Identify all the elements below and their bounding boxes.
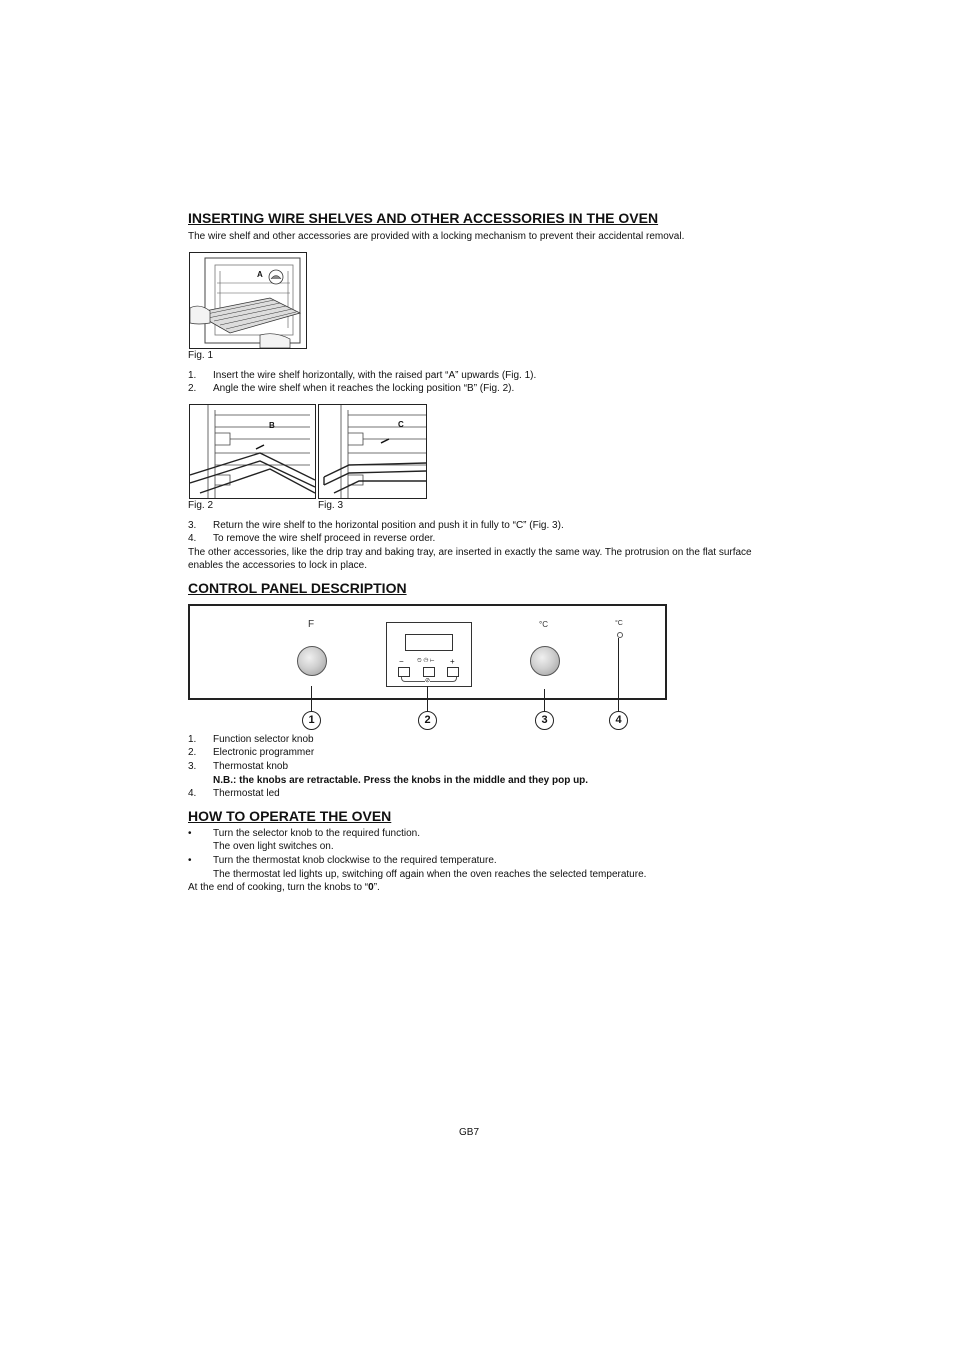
function-selector-knob xyxy=(297,646,327,676)
callout-line-2 xyxy=(427,686,428,712)
accessories-paragraph-line-2: enables the accessories to lock in place. xyxy=(188,560,367,571)
electronic-programmer xyxy=(386,622,472,687)
bullet-item: • Turn the thermostat knob clockwise to the required temperature. xyxy=(188,855,497,866)
callout-line-1 xyxy=(311,686,312,712)
thermostat-knob xyxy=(530,646,560,676)
list-item: 2. Angle the wire shelf when it reaches the locking position “B” (Fig. 2). xyxy=(188,383,515,394)
plus-symbol: + xyxy=(450,657,455,666)
thermostat-symbol: °C xyxy=(539,620,548,629)
function-symbol: F xyxy=(308,619,315,630)
knobs-retractable-note: N.B.: the knobs are retractable. Press the knobs in the middle and they pop up. xyxy=(213,775,589,786)
programmer-display xyxy=(405,634,453,651)
programmer-button-plus xyxy=(447,667,459,677)
callout-1: 1 xyxy=(302,711,321,730)
section-heading-operate-oven: HOW TO OPERATE THE OVEN xyxy=(188,808,392,824)
figure-2-label-b: B xyxy=(269,421,275,430)
figure-1-caption: Fig. 1 xyxy=(188,350,214,361)
figure-3-label-c: C xyxy=(398,420,404,429)
section-intro: The wire shelf and other accessories are provided with a locking mechanism to prevent their accidental removal. xyxy=(188,231,685,242)
list-item: 1. Function selector knob xyxy=(188,734,314,745)
list-item: 2. Electronic programmer xyxy=(188,747,315,758)
figure-3-image xyxy=(318,404,427,499)
programmer-bottom-icon: ⊘ xyxy=(425,678,431,684)
list-item: 1. Insert the wire shelf horizontally, with the raised part “A” upwards (Fig. 1). xyxy=(188,370,537,381)
callout-line-4 xyxy=(618,638,619,712)
list-item: 4. Thermostat led xyxy=(188,788,280,799)
programmer-button-mode xyxy=(423,667,435,677)
led-symbol: °C xyxy=(615,620,623,627)
list-item: 4. To remove the wire shelf proceed in reverse order. xyxy=(188,533,436,544)
callout-4: 4 xyxy=(609,711,628,730)
callout-line-3 xyxy=(544,689,545,712)
bullet-sub-text: The thermostat led lights up, switching off again when the oven reaches the selected temperature. xyxy=(213,869,647,880)
programmer-button-minus xyxy=(398,667,410,677)
list-item: 3. Thermostat knob xyxy=(188,761,289,772)
figure-3-caption: Fig. 3 xyxy=(318,500,344,511)
section-heading-inserting-shelves: INSERTING WIRE SHELVES AND OTHER ACCESSORIES IN THE OVEN xyxy=(188,210,659,226)
callout-3: 3 xyxy=(535,711,554,730)
figure-1-label-a: A xyxy=(257,270,263,279)
figure-1-image xyxy=(189,252,307,349)
programmer-icons: ⏲ ◷ ⊢ xyxy=(417,658,435,664)
section-heading-control-panel: CONTROL PANEL DESCRIPTION xyxy=(188,580,407,596)
bullet-sub-text: The oven light switches on. xyxy=(213,841,334,852)
accessories-paragraph-line-1: The other accessories, like the drip tray and baking tray, are inserted in exactly the same way. The protrusion on the flat surface xyxy=(188,547,752,558)
callout-2: 2 xyxy=(418,711,437,730)
minus-symbol: − xyxy=(399,657,404,666)
end-of-cooking-text: At the end of cooking, turn the knobs to “0”. xyxy=(188,882,380,893)
bullet-item: • Turn the selector knob to the required function. xyxy=(188,828,420,839)
list-item: 3. Return the wire shelf to the horizontal position and push it in fully to “C” (Fig. 3). xyxy=(188,520,564,531)
figure-2-caption: Fig. 2 xyxy=(188,500,214,511)
figure-2-image xyxy=(189,404,316,499)
page-number: GB7 xyxy=(459,1127,480,1138)
